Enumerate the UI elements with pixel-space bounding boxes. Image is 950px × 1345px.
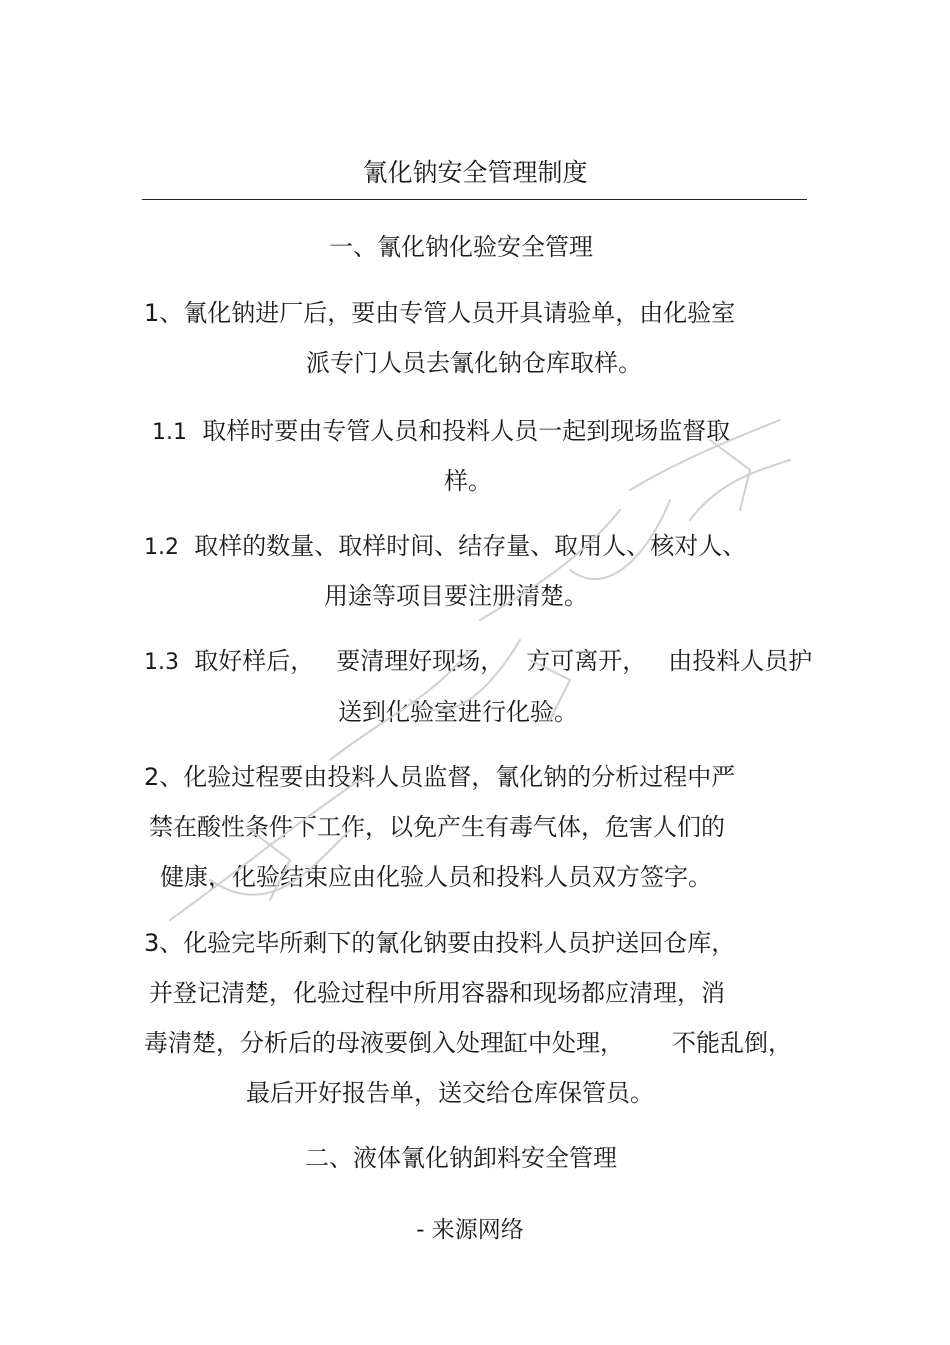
item-3-line-1: 3、化验完毕所剩下的氰化钠要由投料人员护送回仓库，: [144, 929, 736, 957]
item-text-segment: 取好样后，: [194, 647, 315, 675]
item-text-segment: 由投料人员护: [668, 647, 813, 675]
section-heading-2: 二、液体氰化钠卸料安全管理: [305, 1144, 617, 1172]
page-footer: - 来源网络: [416, 1217, 524, 1243]
item-number: 1.1: [152, 420, 187, 445]
item-number: 1.3: [144, 650, 179, 675]
item-number: 1.2: [144, 535, 179, 560]
item-1-2-line-1: [144, 531, 746, 563]
item-text-segment: 方可离开，: [526, 647, 647, 675]
item-1-1-line-2: 样。: [444, 467, 492, 495]
section-heading-1: 一、氰化钠化验安全管理: [329, 233, 593, 261]
item-1-2-line-2: 用途等项目要注册清楚。: [324, 582, 588, 610]
item-3-line-4: 最后开好报告单，送交给仓库保管员。: [246, 1079, 654, 1107]
title-divider: [142, 199, 807, 200]
document-title: 氰化钠安全管理制度: [362, 158, 588, 187]
item-3-line-3: [144, 1028, 792, 1058]
item-text-segment: 要清理好现场，: [336, 647, 505, 675]
item-text: 取样时要由专管人员和投料人员一起到现场监督取: [202, 417, 731, 445]
item-1-line-2: 派专门人员去氰化钠仓库取样。: [306, 349, 642, 377]
item-2-line-3: 健康，化验结束应由化验人员和投料人员双方签字。: [160, 863, 712, 891]
item-2-line-1: 2、化验过程要由投料人员监督，氰化钠的分析过程中严: [144, 763, 736, 791]
item-1-3-line-2: 送到化验室进行化验。: [338, 698, 578, 726]
item-text-segment: 毒清楚，分析后的母液要倒入处理缸中处理，: [144, 1029, 624, 1057]
item-2-line-2: 禁在酸性条件下工作，以免产生有毒气体，危害人们的: [149, 813, 725, 841]
item-1-line-1: 1、氰化钠进厂后，要由专管人员开具请验单，由化验室: [144, 299, 736, 327]
item-text: 取样的数量、取样时间、结存量、取用人、核对人、: [194, 532, 747, 560]
item-1-1-line-1: [152, 416, 730, 448]
item-3-line-2: 并登记清楚，化验过程中所用容器和现场都应清理，消: [149, 979, 725, 1007]
item-1-3-line-1: [144, 646, 812, 678]
item-text-segment: 不能乱倒，: [672, 1029, 792, 1057]
